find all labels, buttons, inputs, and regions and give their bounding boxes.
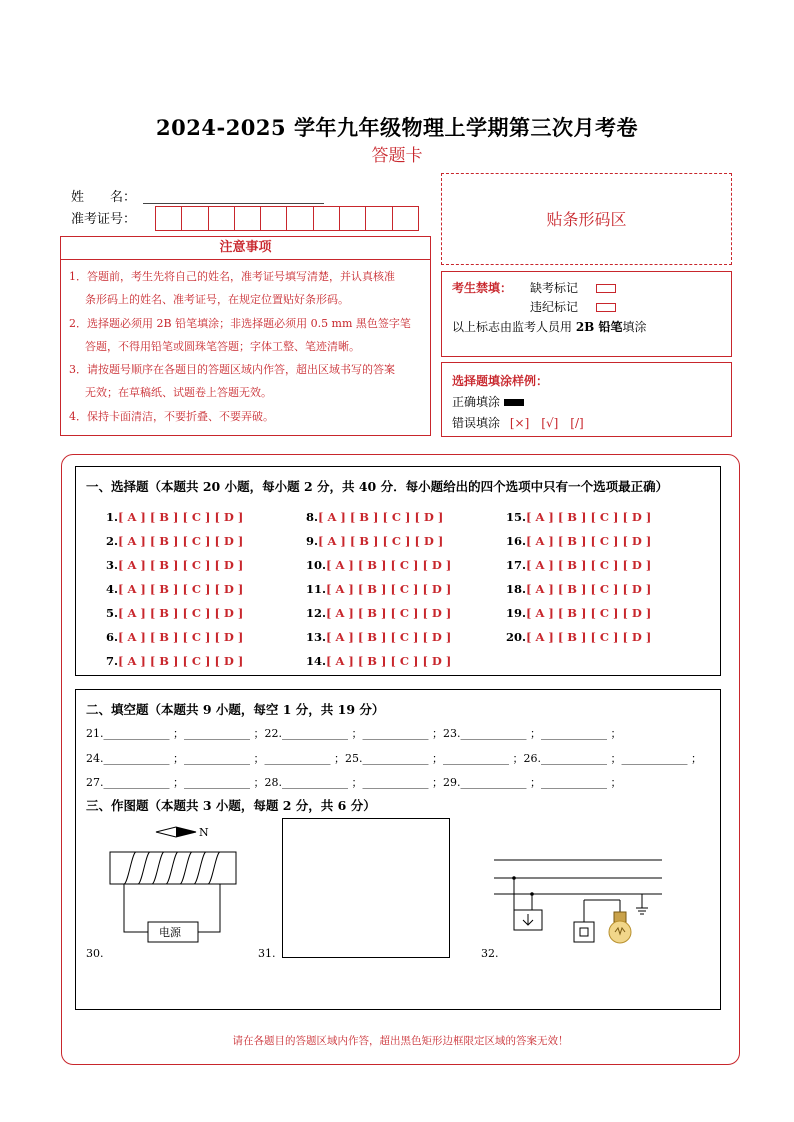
light-bulb: [609, 912, 631, 943]
mc-question[interactable]: [506, 534, 651, 548]
id-digit-box[interactable]: [287, 207, 313, 230]
violation-mark-label: 违纪标记: [530, 300, 579, 314]
mc-options[interactable]: [ A ] [ B ] [ C ] [ D ]: [118, 582, 244, 596]
mc-question-number: 13.: [306, 630, 327, 644]
mc-question[interactable]: [106, 654, 243, 668]
barcode-label: 贴条形码区: [546, 210, 627, 229]
page-title: 2024-2025 学年九年级物理上学期第三次月考卷: [156, 115, 638, 140]
id-digit-box[interactable]: [209, 207, 235, 230]
fill-row-1[interactable]: 21.____________ ；____________ ；22.____________ ；____________ ；23.____________ ；____________ ；: [86, 727, 622, 740]
section1-heading: 一、选择题（本题共 20 小题，每小题 2 分，共 40 分．每小题给出的四个选项中只有一个选项最正确）: [86, 479, 669, 494]
mc-options[interactable]: [ A ] [ B ] [ C ] [ D ]: [318, 510, 444, 524]
mc-question-number: 8.: [306, 510, 319, 524]
mc-question-number: 10.: [306, 558, 327, 572]
mc-question-number: 2.: [106, 534, 119, 548]
note-line: 4．保持卡面清洁，不要折叠、不要弄破。: [69, 409, 274, 423]
mc-options[interactable]: [ A ] [ B ] [ C ] [ D ]: [526, 534, 652, 548]
mc-question[interactable]: [306, 558, 451, 572]
mc-options[interactable]: [ A ] [ B ] [ C ] [ D ]: [118, 510, 244, 524]
wrong-fill-samples: [×] [√] [/]: [509, 416, 584, 430]
mc-question-number: 9.: [306, 534, 319, 548]
mc-question[interactable]: [306, 582, 451, 596]
mc-question[interactable]: [106, 534, 243, 548]
note-line: 3．请按题号顺序在各题目的答题区域内作答，超出区域书写的答案: [69, 363, 395, 377]
id-digit-box[interactable]: [366, 207, 392, 230]
id-digit-box[interactable]: [393, 207, 418, 230]
q32-label: 32.: [481, 947, 499, 960]
switch: [574, 922, 594, 942]
note-line: 答题，不得用铅笔或圆珠笔答题；字体工整、笔迹清晰。: [85, 339, 360, 353]
mc-question[interactable]: [506, 606, 651, 620]
mc-question-number: 3.: [106, 558, 119, 572]
fill-sample-title: 选择题填涂样例：: [452, 374, 549, 388]
mc-question-number: 5.: [106, 606, 119, 620]
mc-question-number: 18.: [506, 582, 527, 596]
mc-question-number: 4.: [106, 582, 119, 596]
mc-options[interactable]: [ A ] [ B ] [ C ] [ D ]: [326, 654, 452, 668]
mc-options[interactable]: [ A ] [ B ] [ C ] [ D ]: [118, 558, 244, 572]
drawing-box-31[interactable]: [282, 818, 450, 958]
section-multiple-choice: [75, 466, 721, 676]
id-label: 准考证号：: [71, 212, 137, 227]
mc-options[interactable]: [ A ] [ B ] [ C ] [ D ]: [118, 654, 244, 668]
mc-options[interactable]: [ A ] [ B ] [ C ] [ D ]: [318, 534, 444, 548]
mc-question-number: 1.: [106, 510, 119, 524]
mc-question-number: 15.: [506, 510, 527, 524]
mc-question[interactable]: [506, 510, 651, 524]
mc-question-number: 7.: [106, 654, 119, 668]
compass-needle-north: [176, 827, 196, 837]
mc-question[interactable]: [106, 606, 243, 620]
exam-marks-label: 考生禁填：: [452, 281, 513, 295]
id-digit-box[interactable]: [182, 207, 208, 230]
section2-heading: 二、填空题（本题共 9 小题，每空 1 分，共 19 分）: [86, 702, 385, 717]
mc-question-number: 16.: [506, 534, 527, 548]
absent-mark-label: 缺考标记: [530, 281, 579, 295]
north-label: N: [199, 826, 209, 839]
mc-question[interactable]: [306, 630, 451, 644]
mc-options[interactable]: [ A ] [ B ] [ C ] [ D ]: [526, 606, 652, 620]
wrong-fill-label: 错误填涂: [452, 416, 501, 430]
mc-question-number: 11.: [306, 582, 327, 596]
correct-fill-label: 正确填涂: [452, 395, 501, 409]
mc-question-number: 6.: [106, 630, 119, 644]
id-number-boxes[interactable]: [155, 206, 419, 231]
mc-options[interactable]: [ A ] [ B ] [ C ] [ D ]: [526, 558, 652, 572]
mc-options[interactable]: [ A ] [ B ] [ C ] [ D ]: [526, 510, 652, 524]
name-label: 姓 名：: [71, 190, 137, 205]
mc-options[interactable]: [ A ] [ B ] [ C ] [ D ]: [118, 606, 244, 620]
mc-question[interactable]: [106, 630, 243, 644]
mc-options[interactable]: [ A ] [ B ] [ C ] [ D ]: [326, 558, 452, 572]
mc-question-number: 14.: [306, 654, 327, 668]
notes-title: 注意事项: [60, 236, 431, 260]
coil-windings: [124, 852, 220, 884]
id-digit-box[interactable]: [235, 207, 261, 230]
mc-options[interactable]: [ A ] [ B ] [ C ] [ D ]: [326, 582, 452, 596]
fill-row-3[interactable]: 27.____________ ；____________ ；28.____________ ；____________ ；29.____________ ；____________ ；: [86, 776, 622, 789]
mc-question-number: 12.: [306, 606, 327, 620]
mc-question[interactable]: [506, 630, 651, 644]
id-digit-box[interactable]: [314, 207, 340, 230]
mc-options[interactable]: [ A ] [ B ] [ C ] [ D ]: [118, 534, 244, 548]
note-line: 2．选择题必须用 2B 铅笔填涂；非选择题必须用 0.5 mm 黑色签字笔: [69, 316, 411, 330]
mc-question[interactable]: [306, 606, 451, 620]
mc-options[interactable]: [ A ] [ B ] [ C ] [ D ]: [326, 606, 452, 620]
note-line: 1．答题前，考生先将自己的姓名，准考证号填写清楚，并认真核准: [69, 270, 395, 283]
fill-row-2[interactable]: 24.____________ ；____________ ；____________ ；25.____________ ；____________ ；26.____________ ；____________ ；: [86, 752, 702, 765]
notes-box: [60, 259, 431, 436]
name-field[interactable]: [143, 203, 324, 204]
mc-question[interactable]: [306, 534, 443, 548]
wire-right: [198, 884, 220, 932]
exam-marks-box: [441, 271, 732, 357]
q30-label: 30.: [86, 947, 104, 960]
household-circuit-figure[interactable]: [492, 852, 672, 962]
exam-marks-note: 以上标志由监考人员用 2B 铅笔填涂: [452, 320, 647, 334]
id-digit-box[interactable]: [156, 207, 182, 230]
violation-mark-box[interactable]: [596, 303, 616, 312]
barcode-area: [441, 173, 732, 265]
mc-question[interactable]: [106, 582, 243, 596]
mc-question[interactable]: [306, 654, 451, 668]
footer-warning: 请在各题目的答题区域内作答，超出黑色矩形边框限定区域的答案无效！: [232, 1035, 569, 1047]
mc-options[interactable]: [ A ] [ B ] [ C ] [ D ]: [526, 630, 652, 644]
mc-options[interactable]: [ A ] [ B ] [ C ] [ D ]: [526, 582, 652, 596]
electromagnet-figure[interactable]: [104, 820, 244, 960]
mc-question[interactable]: [306, 510, 443, 524]
correct-fill-sample: [504, 399, 524, 406]
fill-sample-box: [441, 362, 732, 437]
absent-mark-box[interactable]: [596, 284, 616, 293]
mc-question-number: 19.: [506, 606, 527, 620]
note-line: 条形码上的姓名、准考证号，在规定位置贴好条形码。: [85, 293, 349, 307]
power-label: 电源: [159, 926, 181, 939]
mc-question[interactable]: [506, 582, 651, 596]
page-subtitle: 答题卡: [371, 146, 423, 166]
note-line: 无效；在草稿纸、试题卷上答题无效。: [85, 386, 272, 400]
mc-question[interactable]: [506, 558, 651, 572]
section-fill-and-draw: [75, 689, 721, 1010]
id-digit-box[interactable]: [261, 207, 287, 230]
mc-question-number: 17.: [506, 558, 527, 572]
mc-question[interactable]: [106, 558, 243, 572]
section3-heading: 三、作图题（本题共 3 小题，每题 2 分，共 6 分）: [86, 798, 376, 813]
q31-label: 31.: [258, 947, 276, 960]
wire-left: [124, 884, 148, 932]
id-digit-box[interactable]: [340, 207, 366, 230]
mc-options[interactable]: [ A ] [ B ] [ C ] [ D ]: [118, 630, 244, 644]
mc-options[interactable]: [ A ] [ B ] [ C ] [ D ]: [326, 630, 452, 644]
mc-question[interactable]: [106, 510, 243, 524]
mc-question-number: 20.: [506, 630, 527, 644]
